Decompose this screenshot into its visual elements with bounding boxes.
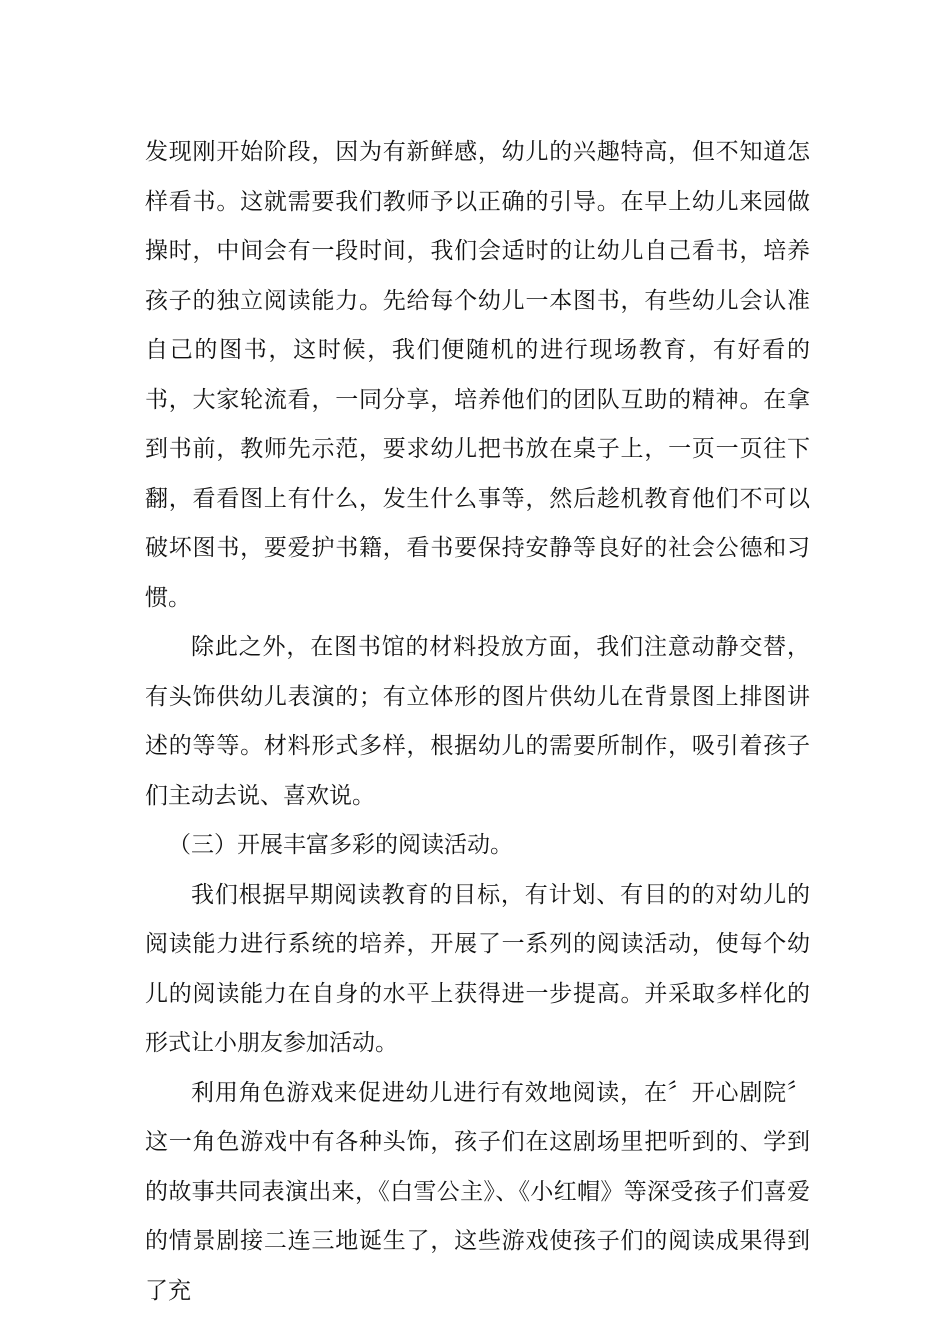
document-body	[145, 128, 810, 1316]
paragraph-role-play: 利用角色游戏来促进幼儿进行有效地阅读，在〞开心剧院〞这一角色游戏中有各种头饰，孩子们在这剧场里把听到的、学到的故事共同表演出来，《白雪公主》、《小红帽》等深受孩子们喜爱的情景剧接二连三地诞生了，这些游戏使孩子们的阅读成果得到了充	[145, 1079, 810, 1304]
section-heading: （三）开展丰富多彩的阅读活动。	[168, 832, 513, 858]
paragraph-library-materials: 除此之外，在图书馆的材料投放方面，我们注意动静交替，有头饰供幼儿表演的；有立体形的图片供幼儿在背景图上排图讲述的等等。材料形式多样，根据幼儿的需要所制作，吸引着孩子们主动去说、喜欢说。	[145, 634, 810, 809]
paragraph-continuation: 发现刚开始阶段，因为有新鲜感，幼儿的兴趣特高，但不知道怎样看书。这就需要我们教师予以正确的引导。在早上幼儿来园做操时，中间会有一段时间，我们会适时的让幼儿自己看书，培养孩子的独立阅读能力。先给每个幼儿一本图书，有些幼儿会认准自己的图书，这时候，我们便随机的进行现场教育，有好看的书，大家轮流看，一同分享，培养他们的团队互助的精神。在拿到书前，教师先示范，要求幼儿把书放在桌子上，一页一页往下翻，看看图上有什么，发生什么事等，然后趁机教育他们不可以破坏图书，要爱护书籍，看书要保持安静等良好的社会公德和习惯。	[145, 139, 810, 611]
paragraph-reading-goals: 我们根据早期阅读教育的目标，有计划、有目的的对幼儿的阅读能力进行系统的培养，开展了一系列的阅读活动，使每个幼儿的阅读能力在自身的水平上获得进一步提高。并采取多样化的形式让小朋友参加活动。	[145, 881, 810, 1056]
